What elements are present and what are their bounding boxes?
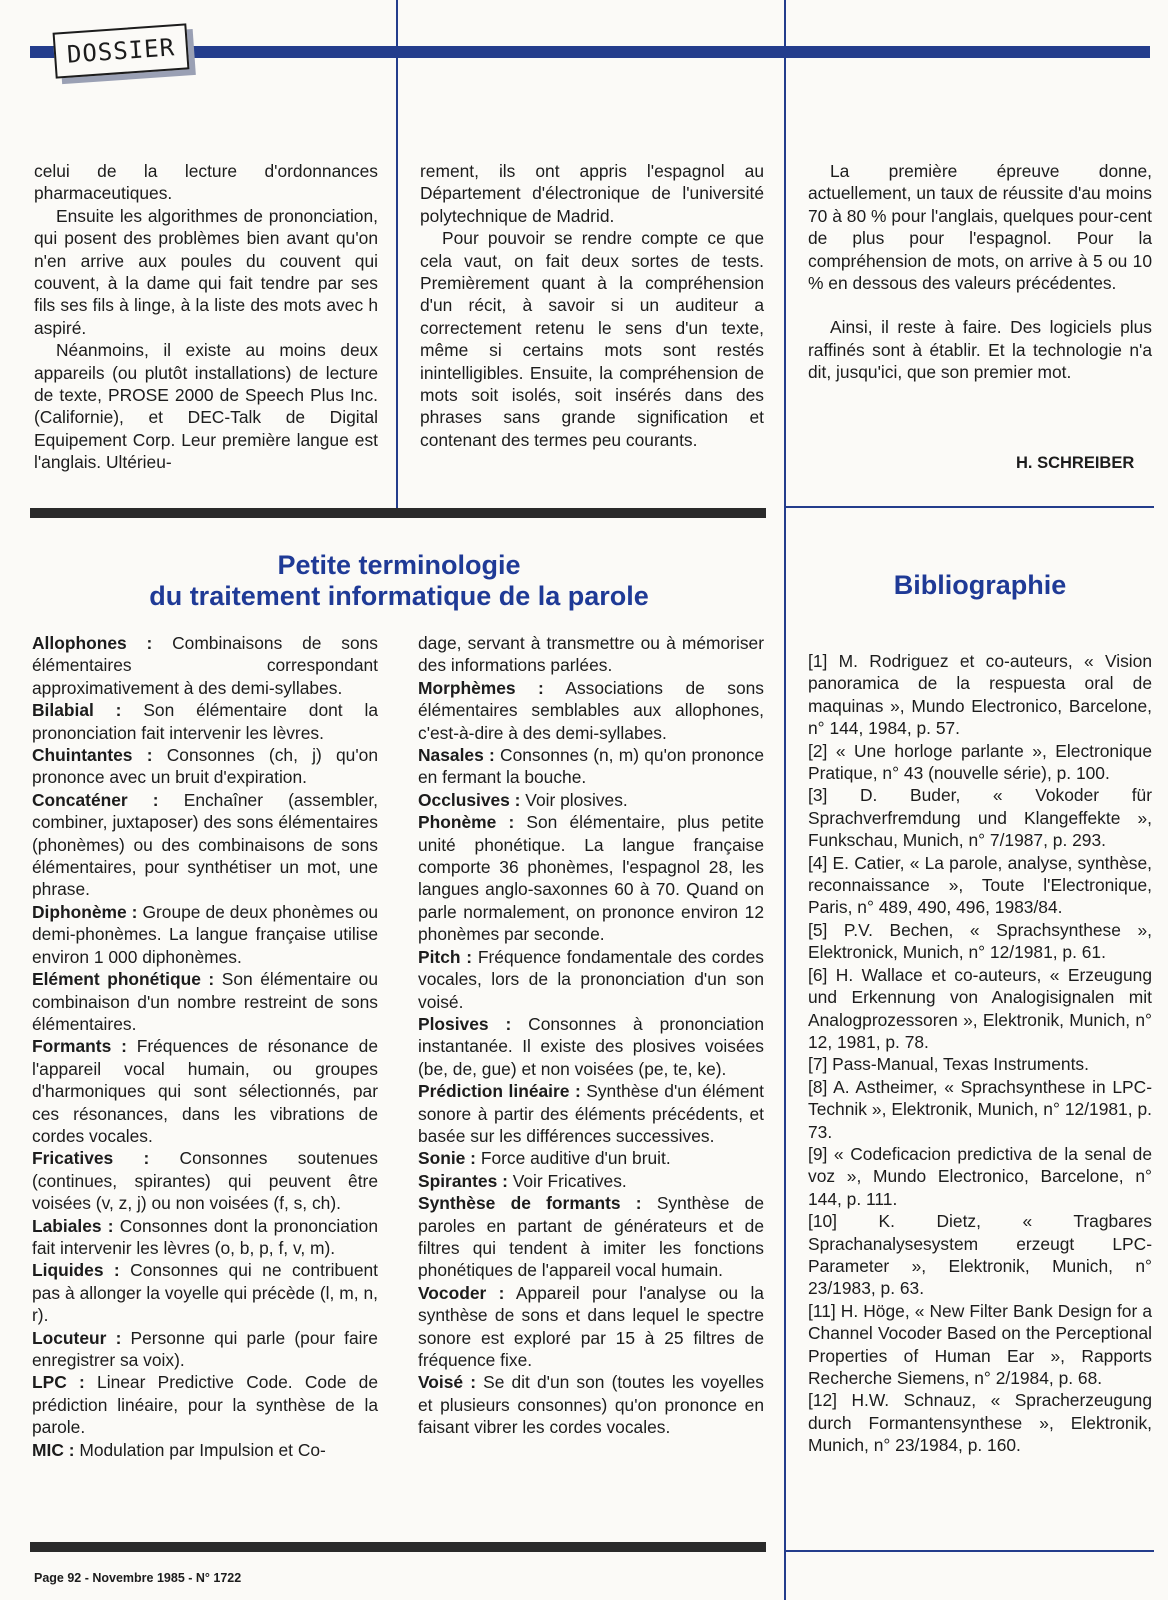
bibliography-entry: [1] M. Rodriguez et co-auteurs, « Vision panoramica de la respuesta oral de maquinas », Mundo Electronico, Barcelone, n° 144, 1984, p. 57. (808, 651, 1152, 739)
paragraph: La première épreuve donne, actuellement, un taux de réussite d'au moins 70 à 80 % pour l'anglais, quelques pour-cent de plus pour l'espagnol. Pour la compréhension de mots, on arrive à 5 ou 10 % en dessous des valeurs précédentes. (808, 161, 1152, 294)
bibliography-entry: [2] « Une horloge parlante », Electronique Pratique, n° 43 (nouvelle série), p. 100. (808, 740, 1152, 784)
glossary-definition: Se dit d'un son (toutes les voyelles et plusieurs consonnes) qu'on prononce en faisant vibrer les cordes vocales. (418, 1372, 765, 1438)
bibliography-entry: [6] H. Wallace et co-auteurs, « Erzeugung und Erkennung von Analogisignalen mit Analogprozessoren », Elektronik, Munich, n° 12, 1981, p. 78. (808, 964, 1152, 1052)
paragraph: Néanmoins, il existe au moins deux appareils (ou plutôt installations) de lecture de texte, PROSE 2000 de Speech Plus Inc. (Californie), et DEC-Talk de Digital Equipement Corp. Leur première langue est l'anglais. Ultérieu- (34, 340, 378, 473)
article-column-2 (420, 160, 764, 451)
glossary-definition: Consonnes soutenues (continues, spirantes) qui peuvent être voisées (v, z, j) ou non voisées (f, s, ch). (32, 1148, 378, 1214)
bibliography-entry: [4] E. Catier, « La parole, analyse, synthèse, reconnaissance », Toute l'Electronique, Paris, n° 489, 490, 496, 1983/84. (808, 852, 1152, 918)
glossary-entry (32, 1147, 378, 1214)
glossary-entry (32, 1035, 378, 1147)
glossary-term: Diphonème : (32, 901, 138, 922)
divider-top (30, 508, 766, 518)
glossary-entry (32, 1439, 378, 1461)
glossary-term: Concaténer : (32, 789, 159, 810)
bibliography-entry: [12] H.W. Schnauz, « Spracherzeugung durch Formantensynthese », Elektronik, Munich, n° 23/1984, p. 160. (808, 1390, 1152, 1456)
divider-bottom (30, 1542, 766, 1552)
glossary-definition: Enchaîner (assembler, combiner, juxtaposer) des sons élémentaires (phonèmes) ou des combinaisons de sons élémentaires, pour synthétiser un mot, une phrase. (32, 789, 378, 900)
glossary-term: MIC : (32, 1439, 75, 1460)
glossary-term: Fricatives : (32, 1148, 150, 1169)
glossary-term: Morphèmes : (418, 677, 544, 698)
glossary-definition: Linear Predictive Code. Code de prédiction linéaire, pour la synthèse de la parole. (32, 1372, 378, 1438)
glossary-definition: Appareil pour l'analyse ou la synthèse de sons et dans lequel le spectre sonore est exploré par 15 à 25 filtres de fréquence fixe. (418, 1282, 764, 1370)
glossary-term: Allophones : (32, 633, 153, 653)
glossary-column-2 (418, 632, 764, 1439)
author-signature: H. SCHREIBER (1016, 454, 1135, 472)
glossary-definition: Consonnes (n, m) qu'on prononce en fermant la bouche. (418, 745, 764, 788)
glossary-entry (32, 1215, 378, 1260)
glossary-term: Labiales : (32, 1215, 114, 1236)
paragraph: Pour pouvoir se rendre compte ce que cela vaut, on fait deux sortes de tests. Premièrement quant à la compréhension d'un récit, à savoir si un auditeur a correctement retenu le sens d'un texte, même si certains mots sont restés inintelligibles. Ensuite, la compréhension de mots soit isolés, soit insérés dans des phrases sans grande signification et contenant des termes peu courants. (420, 228, 764, 450)
glossary-entry (418, 811, 764, 945)
glossary-term: Prédiction linéaire : (418, 1081, 581, 1102)
glossary-definition: Fréquence fondamentale des cordes vocales, lors de la prononciation d'un son voisé. (418, 946, 764, 1012)
glossary-entry (32, 901, 378, 968)
glossary-term: Synthèse de formants : (418, 1193, 642, 1214)
glossary-entry (32, 744, 378, 789)
glossary-definition: Consonnes (ch, j) qu'on prononce avec un bruit d'expiration. (32, 745, 378, 788)
paragraph: celui de la lecture d'ordonnances pharmaceutiques. (34, 161, 378, 204)
box-rule-bottom (784, 1550, 1154, 1552)
glossary-term: Formants : (32, 1036, 127, 1057)
glossary-definition: Voir Fricatives. (507, 1170, 627, 1191)
bibliography-entry: [11] H. Höge, « New Filter Bank Design for a Channel Vocoder Based on the Perceptional Properties of Human Ear », Rapports Recherche Siemens, n° 2/1984, p. 68. (808, 1300, 1152, 1388)
glossary-entry (418, 1147, 764, 1169)
header-bar (30, 46, 1150, 58)
bibliography-entry: [10] K. Dietz, « Tragbares Sprachanalysesystem erzeugt LPC-Parameter », Elektronik, Munich, n° 23/1983, p. 63. (808, 1211, 1152, 1299)
glossary-term: Plosives : (418, 1013, 512, 1034)
bibliography-title: Bibliographie (893, 570, 1067, 600)
glossary-entry (32, 632, 378, 699)
glossary-definition: Synthèse d'un élément sonore à partir des éléments précédents, et basée sur les différences successives. (418, 1081, 764, 1146)
glossary-entry (32, 968, 378, 1035)
glossary-entry (418, 1013, 764, 1080)
column-rule-2 (784, 0, 786, 1600)
glossary-term: Sonie : (418, 1148, 476, 1169)
glossary-term: Locuteur : (32, 1327, 122, 1348)
bibliography-entry: [3] D. Buder, « Vokoder für Sprachverfremdung und Klangeffekte », Funkschau, Munich, n° 7/1987, p. 293. (808, 785, 1152, 851)
column-rule-1 (396, 0, 398, 508)
article-column-1 (34, 160, 378, 474)
glossary-title: Petite terminologie du traitement informatique de la parole (149, 550, 649, 611)
glossary-entry (32, 1371, 378, 1438)
glossary-term: Liquides : (32, 1260, 120, 1281)
glossary-definition: Son élémentaire, plus petite unité phonétique. La langue française comporte 36 phonèmes, l'espagnol 28, les langues anglo-saxonnes 60 à 70. Quand on parle normalement, on prononce environ 12 phonèmes par seconde. (418, 812, 764, 945)
glossary-definition: Synthèse de paroles en partant de générateurs et de filtres qui tendent à imiter les fonctions phonétiques de l'appareil vocal humain. (418, 1193, 764, 1281)
dossier-badge: DOSSIER (53, 23, 190, 78)
bibliography-entry: [7] Pass-Manual, Texas Instruments. (808, 1054, 1089, 1075)
glossary-entry (418, 677, 764, 744)
glossary-entry (418, 1192, 764, 1282)
glossary-definition: Consonnes qui ne contribuent pas à allonger la voyelle qui précède (l, m, n, r). (32, 1260, 378, 1326)
bibliography-entry: [5] P.V. Bechen, « Sprachsynthese », Elektronick, Munich, n° 12/1981, p. 61. (808, 919, 1152, 963)
glossary-entry (32, 789, 378, 901)
glossary-column-1 (32, 632, 378, 1461)
glossary-term: Pitch : (418, 946, 473, 967)
glossary-definition: Son élémentaire dont la prononciation fait intervenir les lèvres. (32, 700, 378, 743)
glossary-definition: Consonnes dont la prononciation fait intervenir les lèvres (o, b, p, f, v, m). (32, 1215, 378, 1258)
glossary-entry (418, 1170, 764, 1192)
glossary-entry (418, 744, 764, 789)
glossary-definition: Personne qui parle (pour faire enregistrer sa voix). (32, 1327, 378, 1370)
glossary-entry (32, 699, 378, 744)
glossary-entry (32, 1259, 378, 1326)
glossary-definition: Combinaisons de sons élémentaires correspondant approximativement à des demi-syllabes. (32, 633, 378, 698)
glossary-entry (418, 789, 764, 811)
paragraph: Ensuite les algorithmes de prononciation, qui posent des problèmes bien avant qu'on n'en arrive aux poules du couvent qui couvent, à la dame qui fait tendre par ses fils ses fils à linge, à la liste des mots avec h aspiré. (34, 205, 378, 338)
glossary-entry (418, 1080, 764, 1147)
glossary-definition: Associations de sons élémentaires semblables aux allophones, c'est-à-dire à des demi-syllabes. (418, 677, 764, 743)
glossary-term: Bilabial : (32, 700, 122, 721)
glossary-definition: dage, servant à transmettre ou à mémoriser des informations parlées. (418, 633, 764, 676)
glossary-term: Spirantes : (418, 1170, 508, 1191)
glossary-term: Chuintantes : (32, 745, 153, 766)
glossary-definition: Son élémentaire ou combinaison d'un nombre restreint de sons élémentaires. (32, 969, 379, 1034)
bibliography-list (808, 650, 1152, 1457)
glossary-definition: Consonnes à prononciation instantanée. Il existe des plosives voisées (be, de, gue) et non voisées (pe, te, ke). (418, 1013, 764, 1079)
glossary-definition: Fréquences de résonance de l'appareil vocal humain, ou groupes d'harmoniques qui sont sélectionnés, par ces résonances, dans les vibrations de cordes vocales. (32, 1036, 378, 1146)
glossary-term: Elément phonétique : (32, 969, 215, 990)
glossary-term: Nasales : (418, 745, 495, 766)
glossary-term: Voisé : (418, 1372, 477, 1393)
glossary-term: LPC : (32, 1372, 85, 1393)
glossary-term: Vocoder : (418, 1282, 505, 1303)
glossary-definition: Modulation par Impulsion et Co- (74, 1439, 326, 1460)
glossary-entry (418, 1282, 764, 1372)
bibliography-entry: [8] A. Astheimer, « Sprachsynthese in LPC-Technik », Elektronik, Munich, n° 12/1981, p. 73. (808, 1076, 1152, 1142)
glossary-entry (418, 1371, 764, 1438)
glossary-term: Occlusives : (418, 789, 521, 810)
page-footer: Page 92 - Novembre 1985 - N° 1722 (34, 1571, 242, 1585)
glossary-definition: Force auditive d'un bruit. (475, 1148, 671, 1169)
bibliography-entry: [9] « Codeficacion predictiva de la senal de voz », Mundo Electronico, Barcelone, n° 144, p. 111. (808, 1143, 1152, 1209)
glossary-definition: Voir plosives. (520, 789, 628, 810)
paragraph: rement, ils ont appris l'espagnol au Département d'électronique de l'université polytechnique de Madrid. (420, 161, 764, 226)
paragraph: Ainsi, il reste à faire. Des logiciels plus raffinés sont à établir. Et la technologie n'a dit, jusqu'ici, que son premier mot. (808, 317, 1152, 383)
glossary-definition: Groupe de deux phonèmes ou demi-phonèmes. La langue française utilise environ 1 000 diphonèmes. (32, 901, 378, 967)
glossary-entry (418, 946, 764, 1013)
article-column-3 (808, 160, 1152, 384)
glossary-term: Phonème : (418, 812, 515, 833)
glossary-entry (32, 1327, 378, 1372)
box-rule-top (784, 506, 1154, 508)
glossary-entry (418, 632, 764, 677)
